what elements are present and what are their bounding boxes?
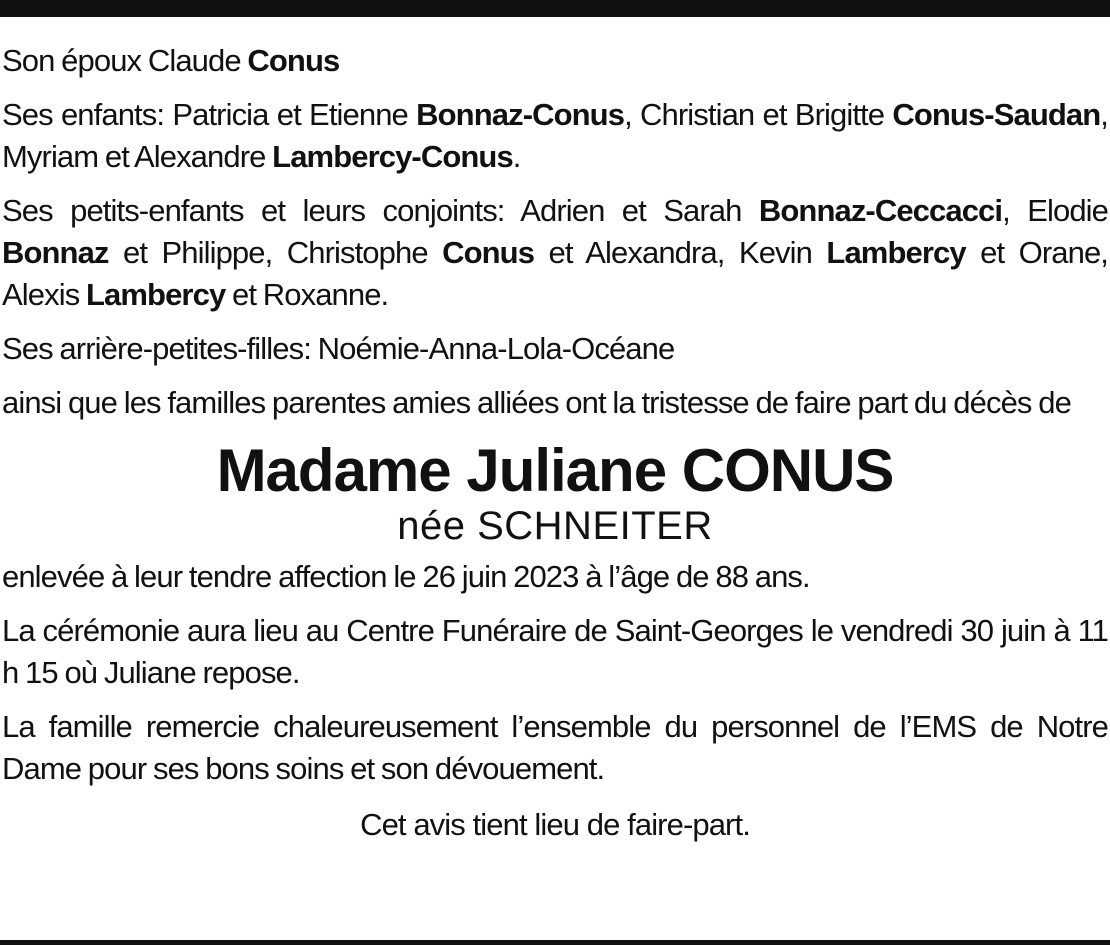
obituary-notice [2,40,1108,846]
grandchildren-surname: Bonnaz [2,235,109,270]
great-grandchildren-line: Ses arrière-petites-filles: Noémie-Anna-Lola-Océane [2,331,675,366]
death-notice-line: enlevée à leur tendre affection le 26 juin 2023 à l’âge de 88 ans. [2,559,810,594]
bottom-border-rule [0,940,1110,945]
grandchildren-text: Ses petits-enfants et leurs conjoints: Adrien et Sarah [2,193,759,228]
grandchildren-text: et Roxanne. [225,277,389,312]
grandchildren-surname: Conus [442,235,535,270]
spouse-surname: Conus [247,43,340,78]
maiden-name: née SCHNEITER [397,504,713,548]
children-surname: Bonnaz-Conus [416,97,625,132]
grandchildren-text: et Alexandra, Kevin [534,235,827,270]
spouse-line [2,40,1108,82]
grandchildren-text: , Elodie [1002,193,1108,228]
grandchildren-line [2,190,1108,316]
children-surname: Lambercy-Conus [272,139,513,174]
deceased-name-block [2,438,1108,548]
children-line [2,94,1108,178]
announcement-line: ainsi que les familles parentes amies alliées ont la tristesse de faire part du décès de [2,385,1071,420]
children-text: . [512,139,521,174]
deceased-name: Madame Juliane CONUS [216,437,894,504]
grandchildren-surname: Lambercy [826,235,966,270]
ceremony-line: La cérémonie aura lieu au Centre Funéraire de Saint-Georges le vendredi 30 juin à 11 h 15 où Juliane repose. [2,613,1108,690]
children-text: Ses enfants: Patricia et Etienne [2,97,417,132]
grandchildren-surname: Bonnaz-Ceccacci [758,193,1003,228]
top-border-rule [0,0,1110,17]
children-text: , Christian et Brigitte [624,97,893,132]
children-text: , Myriam et Alexandre [2,97,1108,174]
grandchildren-surname: Lambercy [86,277,226,312]
grandchildren-text: et Orane, Alexis [2,235,1108,312]
spouse-text: Son époux Claude [2,43,248,78]
children-surname: Conus-Saudan [892,97,1101,132]
grandchildren-text: et Philippe, Christophe [108,235,443,270]
closing-line: Cet avis tient lieu de faire-part. [360,807,750,842]
thanks-line: La famille remercie chaleureusement l’ensemble du personnel de l’EMS de Notre Dame pour ses bons soins et son dévouement. [2,709,1108,786]
